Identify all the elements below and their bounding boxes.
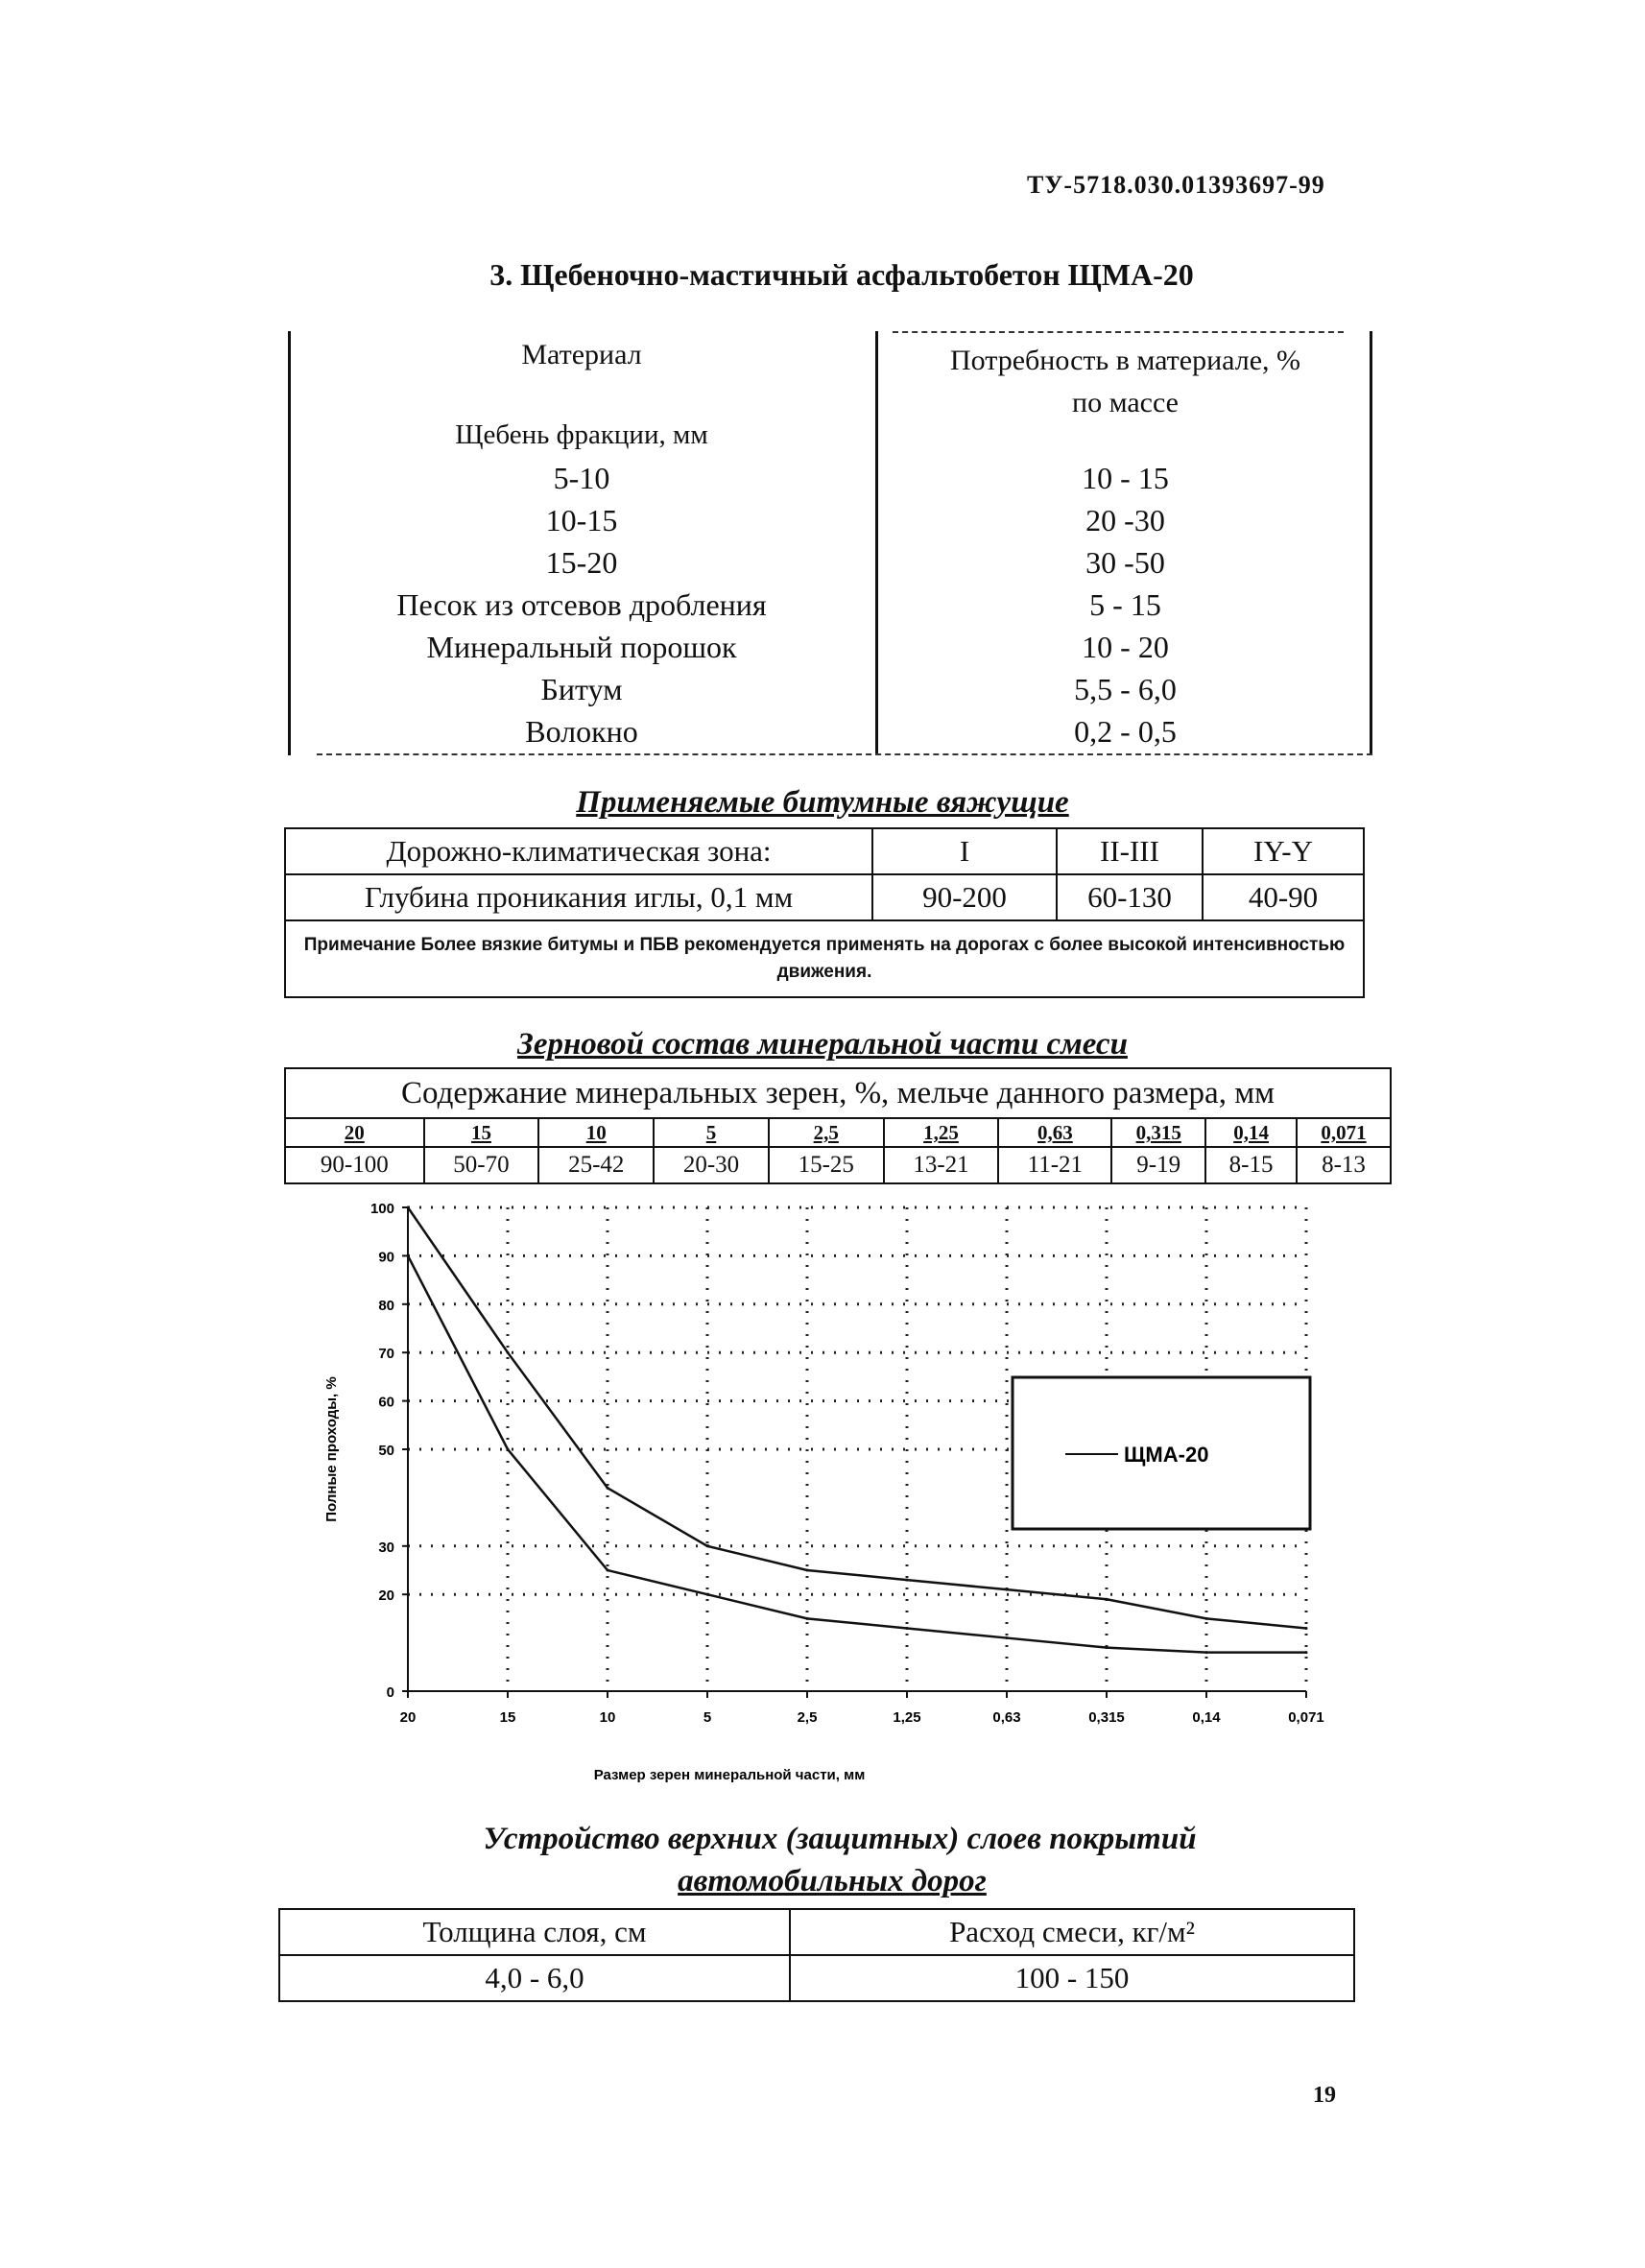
data-point [906, 1627, 909, 1630]
table-row [279, 1955, 1354, 2001]
table-row [285, 1068, 1391, 1118]
page-number: 19 [1313, 2083, 1336, 2108]
grain-size-cell: 1,25 [884, 1118, 999, 1147]
data-point [1305, 1651, 1308, 1654]
y-tick-label: 60 [378, 1394, 394, 1411]
grain-header: Содержание минеральных зерен, %, мельче данного размера, мм [285, 1068, 1391, 1118]
material-amount: 10 - 20 [1082, 630, 1169, 664]
penetration-cell: 40-90 [1203, 874, 1364, 920]
material-name: 15-20 [545, 545, 618, 580]
zone-cell: IY-Y [1203, 828, 1364, 874]
y-tick-label: 20 [378, 1588, 394, 1605]
y-tick-label: 70 [378, 1346, 394, 1363]
materials-header-need-line2: по массе [1072, 387, 1179, 418]
data-point [1006, 1588, 1009, 1591]
data-point [906, 1579, 909, 1582]
material-name: 5-10 [553, 461, 610, 495]
x-tick-label: 5 [703, 1709, 712, 1726]
materials-group-label: Щебень фракции, мм [455, 419, 708, 450]
materials-header-need-line1: Потребность в материале, % [949, 345, 1301, 376]
x-tick-label: 0,071 [1288, 1709, 1324, 1726]
grain-curve-chart [307, 1200, 1344, 1785]
material-name: Волокно [525, 714, 638, 749]
grain-size-cell: 0,14 [1205, 1118, 1297, 1147]
data-point [706, 1544, 709, 1547]
penetration-cell: 60-130 [1057, 874, 1203, 920]
grain-size-cell: 20 [285, 1118, 424, 1147]
chart-xlabel: Размер зерен минеральной части, мм [593, 1767, 866, 1783]
chart-legend [1013, 1377, 1310, 1529]
data-point [806, 1569, 809, 1572]
table-row [285, 874, 1364, 920]
y-tick-label: 100 [370, 1201, 394, 1217]
x-tick-label: 2,5 [797, 1709, 818, 1726]
materials-table [288, 331, 1372, 755]
grain-size-cell: 15 [424, 1118, 539, 1147]
material-name: Битум [540, 672, 623, 706]
grain-range-cell: 20-30 [654, 1147, 769, 1183]
table-row [288, 714, 1372, 756]
material-amount: 10 - 15 [1082, 461, 1169, 495]
data-point [1305, 1627, 1308, 1630]
material-amount: 5,5 - 6,0 [1074, 672, 1177, 706]
table-row [288, 630, 1372, 672]
consumption-caption-line1: Устройство верхних (защитных) слоев покрытий [483, 1822, 1197, 1856]
x-tick-label: 0,315 [1088, 1709, 1125, 1726]
grain-caption: Зерновой состав минеральной части смеси [517, 1027, 1128, 1062]
consumption-table [278, 1908, 1355, 2002]
consumption-value: 100 - 150 [790, 1955, 1354, 2001]
material-amount: 0,2 - 0,5 [1074, 714, 1177, 749]
note-text: Более вязкие битумы и ПБВ рекомендуется применять на дорогах с более высокой интенсивностью движения. [420, 935, 1346, 982]
bitumen-note [285, 920, 1364, 997]
table-border-top [893, 331, 1344, 333]
table-row [288, 503, 1372, 545]
data-point [407, 1254, 410, 1257]
table-row [285, 1147, 1391, 1183]
thickness-header: Толщина слоя, см [279, 1909, 790, 1955]
y-tick-label: 80 [378, 1297, 394, 1314]
table-row [285, 920, 1364, 997]
grain-size-cell: 0,63 [998, 1118, 1111, 1147]
note-prefix: Примечание [303, 935, 417, 955]
material-name: Минеральный порошок [426, 630, 737, 664]
grain-range-cell: 90-100 [285, 1147, 424, 1183]
y-tick-label: 90 [378, 1249, 394, 1266]
consumption-header: Расход смеси, кг/м² [790, 1909, 1354, 1955]
x-tick-label: 1,25 [893, 1709, 921, 1726]
table-row [285, 1118, 1391, 1147]
grain-range-cell: 50-70 [424, 1147, 539, 1183]
data-point [1106, 1646, 1109, 1649]
x-tick-label: 0,14 [1192, 1709, 1221, 1726]
grain-size-cell: 10 [538, 1118, 654, 1147]
zone-cell: II-III [1057, 828, 1203, 874]
data-point [1205, 1651, 1208, 1654]
x-tick-label: 10 [599, 1709, 616, 1726]
grain-range-cell: 13-21 [884, 1147, 999, 1183]
material-name: 10-15 [545, 503, 618, 537]
data-point [806, 1617, 809, 1620]
table-row [288, 672, 1372, 714]
penetration-cell: 90-200 [872, 874, 1057, 920]
thickness-value: 4,0 - 6,0 [279, 1955, 790, 2001]
grain-size-cell: 0,315 [1111, 1118, 1205, 1147]
chart-ylabel: Полные проходы, % [323, 1376, 340, 1522]
table-row [288, 545, 1372, 587]
data-point [407, 1206, 410, 1209]
y-tick-label: 50 [378, 1443, 394, 1459]
grain-size-cell: 2,5 [769, 1118, 884, 1147]
document-number: ТУ-5718.030.01393697-99 [1027, 171, 1325, 199]
penetration-label: Глубина проникания иглы, 0,1 мм [285, 874, 872, 920]
table-row [285, 828, 1364, 874]
x-tick-label: 0,63 [992, 1709, 1021, 1726]
grain-range-cell: 8-15 [1205, 1147, 1297, 1183]
bitumen-table [284, 827, 1365, 998]
data-point [706, 1593, 709, 1596]
grain-range-cell: 9-19 [1111, 1147, 1205, 1183]
grain-table [284, 1067, 1392, 1184]
materials-header-material: Материал [521, 339, 642, 370]
material-name: Песок из отсевов дробления [396, 587, 767, 622]
x-tick-label: 15 [499, 1709, 516, 1726]
bitumen-caption: Применяемые битумные вяжущие [576, 785, 1069, 820]
table-row [288, 461, 1372, 503]
consumption-caption-line2: автомобильных дорог [678, 1864, 987, 1898]
data-point [1205, 1617, 1208, 1620]
data-point [1006, 1636, 1009, 1639]
grain-size-cell: 5 [654, 1118, 769, 1147]
data-point [507, 1448, 510, 1451]
grain-range-cell: 11-21 [998, 1147, 1111, 1183]
section-title: 3. Щебеночно-мастичный асфальтобетон ЩМА-20 [489, 257, 1194, 292]
grain-range-cell: 15-25 [769, 1147, 884, 1183]
material-amount: 20 -30 [1085, 503, 1165, 537]
data-point [1106, 1598, 1109, 1601]
table-row [279, 1909, 1354, 1955]
legend-label: ЩМА-20 [1124, 1443, 1209, 1467]
grain-size-cell: 0,071 [1297, 1118, 1391, 1147]
zone-cell: I [872, 828, 1057, 874]
y-tick-label: 0 [386, 1684, 394, 1701]
data-point [607, 1487, 609, 1490]
grain-range-cell: 8-13 [1297, 1147, 1391, 1183]
grain-range-cell: 25-42 [538, 1147, 654, 1183]
x-tick-label: 20 [399, 1709, 417, 1726]
data-point [607, 1569, 609, 1572]
zone-label: Дорожно-климатическая зона: [285, 828, 872, 874]
table-row [288, 587, 1372, 630]
y-tick-label: 30 [378, 1539, 394, 1556]
material-amount: 5 - 15 [1089, 587, 1161, 622]
material-amount: 30 -50 [1085, 545, 1165, 580]
data-point [507, 1351, 510, 1354]
